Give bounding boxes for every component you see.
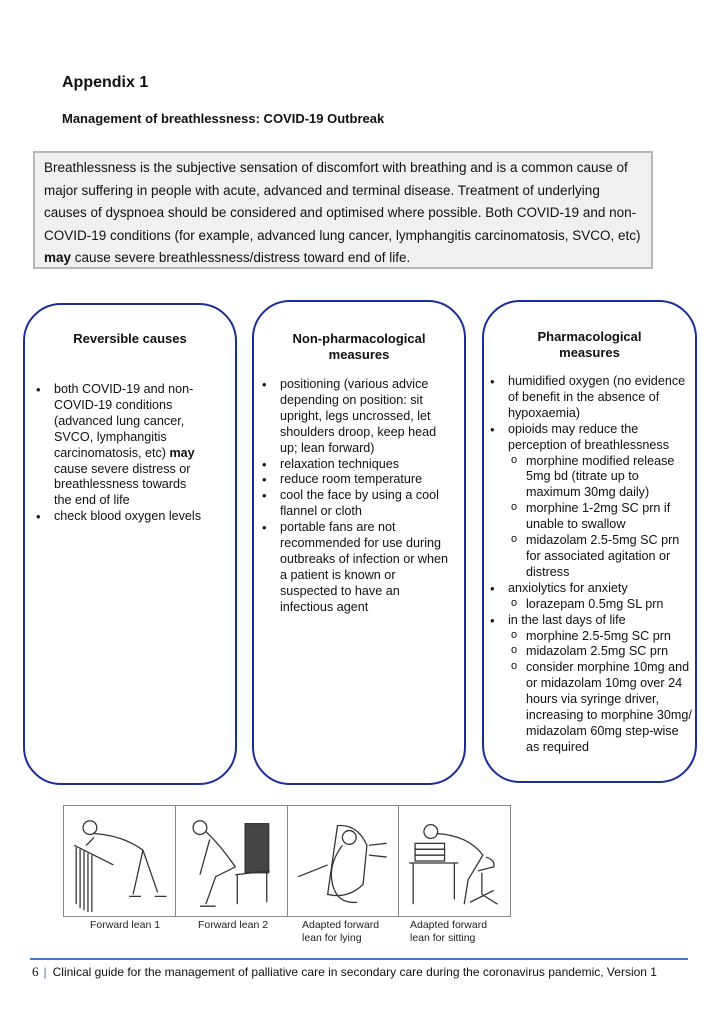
sub-list — [508, 629, 693, 756]
forward-lean-1-illustration — [64, 806, 176, 916]
figure-caption: Adapted forward lean for sitting — [410, 919, 488, 944]
list-item: • in the last days of life o morphine 2.5-5mg SC prn o midazolam 2.5mg SC prn o consider morphine 10mg and or midazolam 10mg over 24 hours via syringe driver, increasing to morphine 30mg/ midazolam 60mg step-wise as required — [488, 613, 693, 756]
list-item: • opioids may reduce the perception of breathlessness o morphine modified release 5mg bd (titrate up to maximum 30mg daily) o morphine 1-2mg SC prn if unable to swallow o midazolam 2.5-5mg SC prn for associated agitation or distress — [488, 422, 693, 581]
sub-list-item: o midazolam 2.5mg SC prn — [508, 644, 693, 660]
pharmacological-box — [482, 300, 697, 783]
intro-text: Breathlessness is the subjective sensation of discomfort with breathing and is a common cause of major suffering in people with acute, advanced and terminal disease. Treatment of underlying causes of dyspnoea should be considered and optimised where possible. Both COVID-19 and non-COVID-19 conditions (for example, advanced lung cancer, lymphangitis carcinomatosis, SVCO, etc) — [44, 160, 641, 243]
intro-text-end: cause severe breathlessness/distress toward end of life. — [71, 250, 411, 265]
title-line: measures — [559, 345, 620, 360]
footer-divider — [30, 958, 688, 960]
list-item: • cool the face by using a cool flannel or cloth — [260, 488, 456, 520]
lean-for-sitting-illustration — [399, 806, 510, 916]
person-sitting-leaning-forward-icon — [176, 806, 287, 916]
title-line: Pharmacological — [537, 329, 642, 344]
intro-emphasis: may — [44, 250, 72, 265]
person-leaning-on-railing-icon — [64, 806, 175, 916]
footer-separator: | — [43, 965, 47, 979]
footer-text: Clinical guide for the management of palliative care in secondary care during the coronavirus pandemic, Version 1 — [52, 965, 657, 979]
sub-list-item: o consider morphine 10mg and or midazolam 10mg over 24 hours via syringe driver, increasing to morphine 30mg/ midazolam 60mg step-wise as required — [508, 660, 693, 755]
reversible-causes-box — [23, 303, 237, 785]
list-item: • relaxation techniques — [260, 457, 456, 473]
sub-list-item: o midazolam 2.5-5mg SC prn for associated agitation or distress — [508, 533, 693, 581]
forward-lean-2-illustration — [176, 806, 288, 916]
list-item: • positioning (various advice depending on position: sit upright, legs uncrossed, let shoulders droop, keep head up; lean forward) — [260, 377, 456, 457]
sub-list — [508, 454, 693, 581]
positioning-illustrations — [63, 805, 511, 917]
sub-list — [508, 597, 693, 613]
title-line: Non-pharmacological — [292, 331, 426, 346]
page-footer — [32, 964, 657, 980]
person-leaning-on-table-icon — [399, 806, 510, 916]
figure-caption: Adapted forward lean for lying — [302, 919, 380, 944]
intro-text-box — [33, 151, 653, 269]
appendix-title: Appendix 1 — [62, 74, 149, 91]
sub-list-item: o morphine 2.5-5mg SC prn — [508, 629, 693, 645]
page-number: 6 — [32, 964, 39, 979]
person-lying-on-pillows-icon — [288, 806, 399, 916]
list-item: • both COVID-19 and non-COVID-19 conditions (advanced lung cancer, SVCO, lymphangitis carcinomatosis, etc) may cause severe distress or breathlessness towards the end of life — [34, 382, 204, 509]
sub-list-item: o morphine modified release 5mg bd (titrate up to maximum 30mg daily) — [508, 454, 693, 502]
non-pharmacological-title — [254, 331, 464, 363]
list-item: • check blood oxygen levels — [34, 509, 204, 525]
non-pharmacological-box — [252, 300, 466, 785]
sub-list-item: o morphine 1-2mg SC prn if unable to swallow — [508, 501, 693, 533]
sub-list-item: o lorazepam 0.5mg SL prn — [508, 597, 693, 613]
lean-for-lying-illustration — [288, 806, 400, 916]
list-item: • portable fans are not recommended for use during outbreaks of infection or when a patient is known or suspected to have an infectious agent — [260, 520, 456, 615]
reversible-causes-list — [34, 382, 204, 525]
document-subtitle: Management of breathlessness: COVID-19 Outbreak — [62, 111, 385, 126]
reversible-causes-title: Reversible causes — [73, 331, 187, 346]
pharmacological-title — [484, 329, 695, 361]
figure-caption: Forward lean 1 — [90, 919, 161, 931]
figure-caption: Forward lean 2 — [198, 919, 269, 931]
title-line: measures — [328, 347, 390, 362]
non-pharmacological-list — [260, 377, 456, 616]
list-item: • humidified oxygen (no evidence of benefit in the absence of hypoxaemia) — [488, 374, 693, 422]
list-item: • reduce room temperature — [260, 472, 456, 488]
pharmacological-list — [488, 374, 693, 756]
list-item: • anxiolytics for anxiety o lorazepam 0.5mg SL prn — [488, 581, 693, 613]
